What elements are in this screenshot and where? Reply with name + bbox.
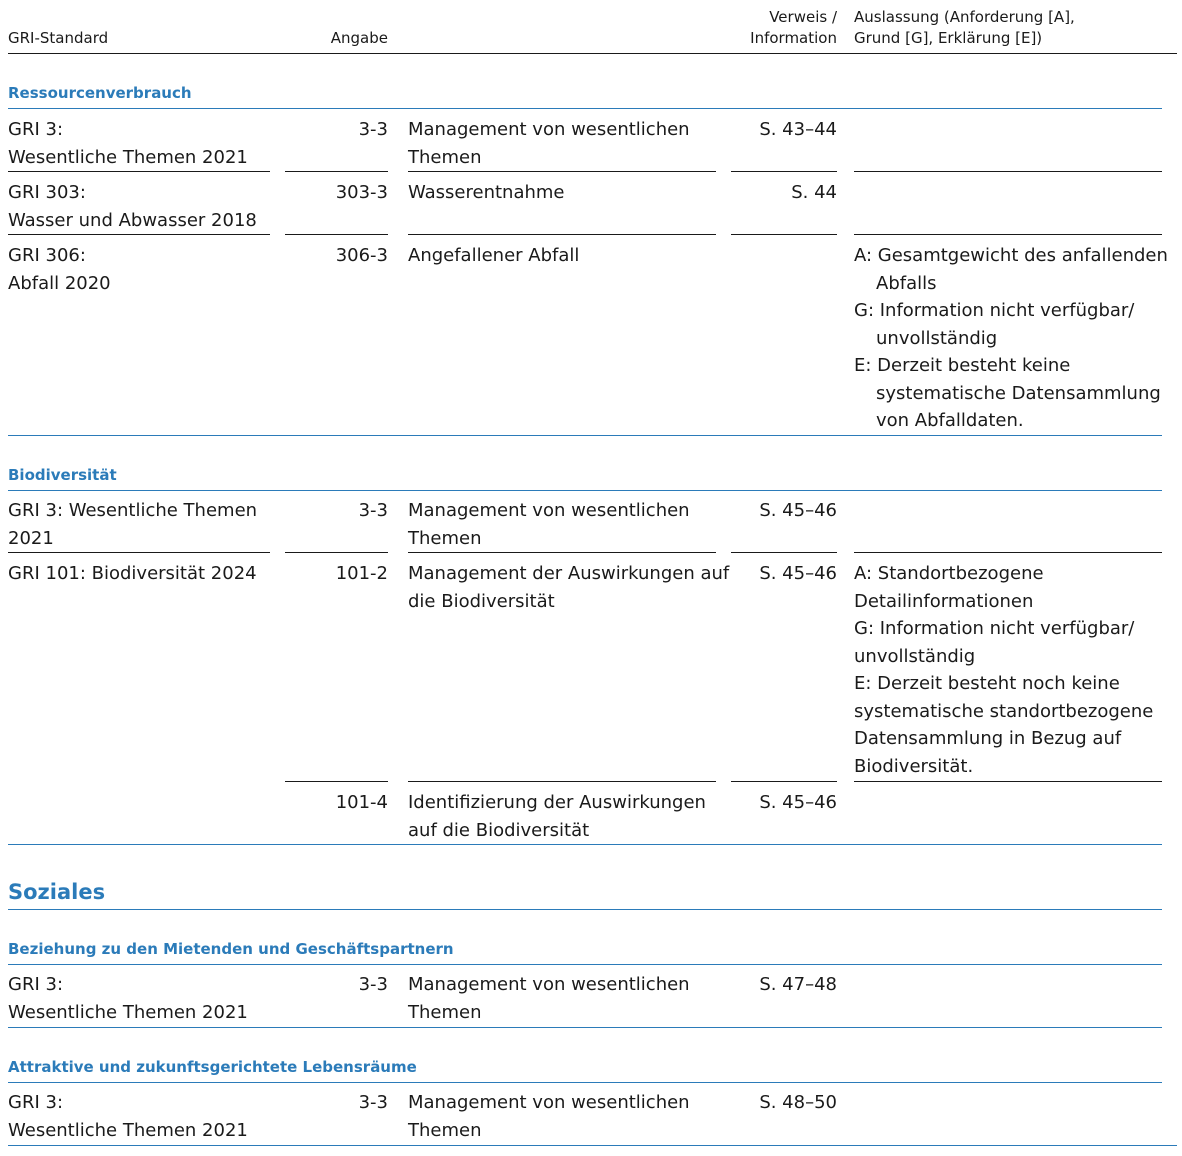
omission-line: unvollständig	[876, 327, 998, 349]
row-disclosure: 101-2	[335, 563, 388, 584]
row-rule	[854, 234, 1162, 235]
row-disclosure: 303-3	[335, 182, 388, 203]
omission-line: G: Information nicht verfügbar/	[854, 300, 1135, 321]
omission-line: E: Derzeit besteht noch keine	[854, 673, 1120, 694]
description-line: auf die Biodiversität	[408, 819, 590, 841]
section-title-mietende: Beziehung zu den Mietenden und Geschäftspartnern	[8, 940, 454, 958]
row-rule	[408, 781, 716, 782]
description-line: Management von wesentlichen	[408, 119, 690, 140]
omission-line: systematische standortbezogene	[854, 700, 1154, 722]
row-omission	[854, 242, 1168, 435]
row-rule	[285, 781, 388, 782]
row-standard	[8, 971, 270, 1026]
row-rule	[731, 552, 837, 553]
row-reference: S. 48–50	[759, 1092, 837, 1113]
standard-line: Wasser und Abwasser 2018	[8, 209, 257, 231]
row-description	[408, 789, 716, 844]
description-line: die Biodiversität	[408, 590, 555, 612]
omission-line: E: Derzeit besteht keine	[854, 355, 1071, 376]
row-rule	[731, 234, 837, 235]
col-header-standard: GRI-Standard	[8, 29, 109, 47]
col-header-omission-2: Grund [G], Erklärung [E])	[854, 29, 1043, 47]
row-disclosure: 3-3	[358, 119, 388, 140]
row-rule	[854, 781, 1162, 782]
description-line: Management von wesentlichen	[408, 1092, 690, 1113]
row-standard	[8, 497, 270, 552]
description-line: Wasserentnahme	[408, 182, 565, 203]
row-standard	[8, 242, 270, 297]
description-line: Themen	[408, 527, 482, 549]
row-omission	[854, 560, 1162, 780]
description-line: Management von wesentlichen	[408, 974, 690, 995]
omission-line: G: Information nicht verfügbar/	[854, 618, 1135, 639]
section-title-ressourcen: Ressourcenverbrauch	[8, 84, 192, 102]
omission-line: Detailinformationen	[854, 590, 1034, 612]
row-disclosure: 101-4	[335, 792, 388, 813]
section-title-soziales: Soziales	[8, 880, 106, 904]
omission-line: Datensammlung in Bezug auf	[854, 728, 1122, 749]
row-description	[408, 116, 716, 171]
omission-line: unvollständig	[854, 645, 976, 667]
col-header-omission-1: Auslassung (Anforderung [A],	[854, 8, 1075, 26]
row-rule	[8, 552, 270, 553]
row-reference: S. 47–48	[759, 974, 837, 995]
section-title-lebensraeume: Attraktive und zukunftsgerichtete Lebensräume	[8, 1058, 417, 1076]
description-line: Management von wesentlichen	[408, 500, 690, 521]
standard-line: GRI 3:	[8, 974, 64, 995]
row-rule	[285, 234, 388, 235]
description-line: Identifizierung der Auswirkungen	[408, 792, 706, 813]
description-line: Themen	[408, 1001, 482, 1023]
section-rule	[8, 490, 1162, 491]
standard-line: Wesentliche Themen 2021	[8, 146, 248, 168]
standard-line: GRI 306:	[8, 245, 86, 266]
row-disclosure: 306-3	[335, 245, 388, 266]
section-title-biodiversitaet: Biodiversität	[8, 466, 117, 484]
description-line: Management der Auswirkungen auf	[408, 563, 730, 584]
omission-line: A: Standortbezogene	[854, 563, 1044, 584]
row-standard	[8, 179, 270, 234]
description-line: Themen	[408, 1119, 482, 1141]
row-rule	[285, 171, 388, 172]
row-rule	[8, 234, 270, 235]
description-line: Angefallener Abfall	[408, 245, 580, 266]
col-header-reference-2: Information	[750, 29, 837, 47]
omission-line: von Abfalldaten.	[876, 410, 1024, 431]
section-rule	[8, 1082, 1162, 1083]
row-reference: S. 45–46	[759, 792, 837, 813]
omission-line: Abfalls	[876, 272, 937, 294]
row-rule	[285, 552, 388, 553]
row-description	[408, 242, 716, 270]
standard-line: GRI 303:	[8, 182, 86, 203]
row-description	[408, 560, 730, 615]
standard-line: Wesentliche Themen 2021	[8, 1001, 248, 1023]
omission-line: Biodiversität.	[854, 755, 974, 777]
standard-line: GRI 101: Biodiversität 2024	[8, 563, 257, 584]
row-rule	[408, 234, 716, 235]
section-rule	[8, 108, 1162, 109]
standard-line: GRI 3:	[8, 119, 64, 140]
row-rule	[854, 552, 1162, 553]
row-rule	[731, 171, 837, 172]
row-rule	[731, 781, 837, 782]
row-description	[408, 971, 716, 1026]
row-reference: S. 44	[791, 182, 837, 203]
row-standard	[8, 560, 270, 588]
row-rule	[8, 171, 270, 172]
row-description	[408, 1089, 716, 1144]
omission-line: A: Gesamtgewicht des anfallenden	[854, 245, 1168, 266]
col-header-disclosure: Angabe	[330, 29, 388, 47]
row-standard	[8, 1089, 270, 1144]
row-rule	[854, 171, 1162, 172]
section-rule	[8, 964, 1162, 965]
row-disclosure: 3-3	[358, 974, 388, 995]
header-rule	[8, 53, 1177, 54]
standard-line: GRI 3: Wesentliche Themen	[8, 500, 258, 521]
row-description	[408, 497, 716, 552]
row-description	[408, 179, 716, 207]
section-end-rule	[8, 435, 1162, 436]
description-line: Themen	[408, 146, 482, 168]
standard-line: 2021	[8, 527, 54, 549]
row-rule	[408, 171, 716, 172]
row-disclosure: 3-3	[358, 500, 388, 521]
standard-line: Wesentliche Themen 2021	[8, 1119, 248, 1141]
standard-line: GRI 3:	[8, 1092, 64, 1113]
col-header-reference-1: Verweis /	[769, 8, 837, 26]
row-standard	[8, 116, 270, 171]
section-rule	[8, 909, 1162, 910]
section-end-rule	[8, 844, 1162, 845]
standard-line: Abfall 2020	[8, 272, 111, 294]
section-end-rule	[8, 1027, 1162, 1028]
row-rule	[408, 552, 716, 553]
table-end-rule	[8, 1145, 1177, 1146]
row-reference: S. 45–46	[759, 500, 837, 521]
omission-line: systematische Datensammlung	[876, 382, 1161, 404]
row-reference: S. 43–44	[759, 119, 837, 140]
row-reference: S. 45–46	[759, 563, 837, 584]
row-disclosure: 3-3	[358, 1092, 388, 1113]
